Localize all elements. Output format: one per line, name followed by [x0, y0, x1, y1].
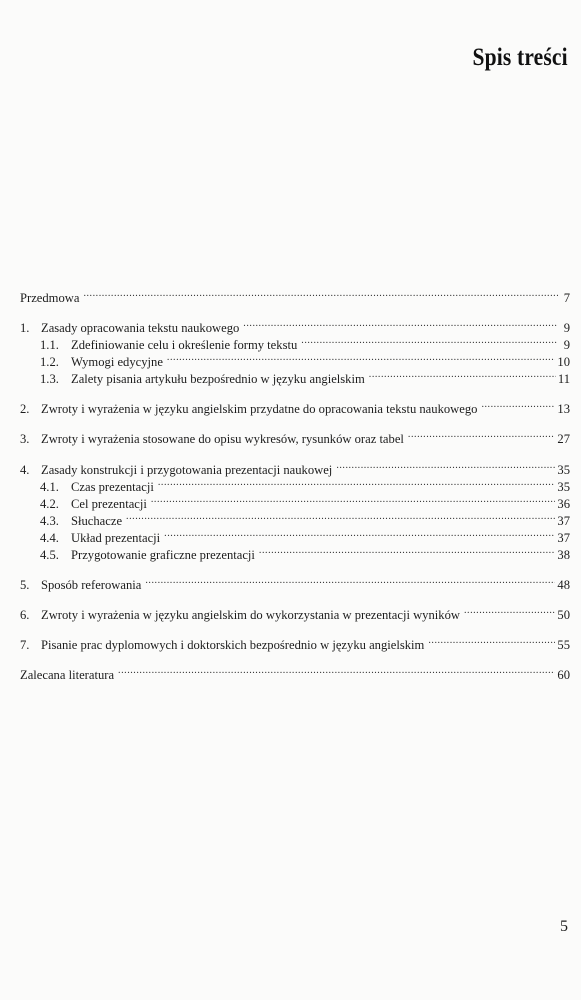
toc-entry-number: 1.1. [40, 338, 59, 352]
toc-entry-page: 38 [557, 548, 570, 562]
toc-entry-page: 27 [557, 432, 570, 446]
toc-entry-label: Przedmowa [20, 291, 80, 305]
toc-entry-number: 4.4. [40, 531, 59, 545]
toc-entry [40, 473, 570, 494]
toc-entry-label: Słuchacze [71, 514, 123, 528]
toc-entry-page: 35 [557, 463, 570, 477]
toc-entry [40, 524, 570, 545]
toc-entry [20, 395, 570, 416]
toc-entry-number: 3. [20, 432, 30, 446]
toc-entry-page: 36 [557, 497, 570, 511]
toc-entry-label: Sposób referowania [41, 578, 142, 592]
toc-entry-label: Cel prezentacji [71, 497, 147, 511]
toc-dot-leader [118, 661, 555, 679]
toc-entry-label: Układ prezentacji [71, 531, 161, 545]
toc-entry-number: 1.3. [40, 372, 59, 386]
toc-entry-page: 10 [557, 355, 570, 369]
toc-dot-leader [259, 541, 555, 559]
toc-entry [20, 661, 570, 682]
toc-entry [40, 507, 570, 528]
toc-entry [20, 456, 570, 477]
toc-dot-leader [167, 348, 555, 366]
toc-entry-number: 7. [20, 638, 30, 652]
toc-dot-leader [126, 507, 555, 525]
toc-entry-page: 37 [557, 531, 570, 545]
page-title: Spis treści [472, 44, 568, 71]
toc-entry-number: 6. [20, 608, 30, 622]
toc-entry [40, 348, 570, 369]
toc-dot-leader [301, 331, 558, 349]
toc-entry-page: 7 [563, 291, 570, 305]
toc-dot-leader [464, 601, 555, 619]
toc-entry-label: Zalety pisania artykułu bezpośrednio w języku angielskim [71, 372, 365, 386]
toc-dot-leader [369, 365, 556, 383]
toc-entry-page: 48 [557, 578, 570, 592]
toc-entry-number: 4.3. [40, 514, 59, 528]
toc-entry-label: Zasady opracowania tekstu naukowego [41, 321, 240, 335]
toc-entry-number: 2. [20, 402, 30, 416]
toc-entry-label: Czas prezentacji [71, 480, 154, 494]
toc-entry-label: Zwroty i wyrażenia w języku angielskim do wykorzystania w prezentacji wyników [41, 608, 460, 622]
toc-entry-number: 4.1. [40, 480, 59, 494]
toc-entry-number: 4.2. [40, 497, 59, 511]
toc-entry-number: 4.5. [40, 548, 59, 562]
toc-entry-label: Zasady konstrukcji i przygotowania prezentacji naukowej [41, 463, 333, 477]
toc-dot-leader [481, 395, 555, 413]
toc-entry [40, 541, 570, 562]
toc-entry [20, 571, 570, 592]
toc-dot-leader [428, 631, 555, 649]
toc-entry-number: 1.2. [40, 355, 59, 369]
toc-entry-page: 35 [557, 480, 570, 494]
toc-entry-page: 37 [557, 514, 570, 528]
toc-entry-page: 55 [557, 638, 570, 652]
toc-entry [20, 601, 570, 622]
toc-entry-page: 9 [563, 321, 570, 335]
toc-entry [20, 314, 570, 335]
toc-entry-page: 11 [557, 372, 570, 386]
toc-entry [20, 631, 570, 652]
toc-entry [20, 425, 570, 446]
toc-entry-label: Przygotowanie graficzne prezentacji [71, 548, 255, 562]
toc-entry [20, 284, 570, 305]
toc-entry-number: 5. [20, 578, 30, 592]
toc-dot-leader [158, 473, 556, 491]
toc-dot-leader [336, 456, 555, 474]
toc-entry-page: 60 [557, 668, 570, 682]
page-number-folio: 5 [560, 918, 568, 935]
toc-entry-label: Zwroty i wyrażenia stosowane do opisu wykresów, rysunków oraz tabel [41, 432, 404, 446]
toc-entry-number: 4. [20, 463, 30, 477]
toc-entry [40, 331, 570, 352]
toc-entry-page: 50 [557, 608, 570, 622]
toc-entry [40, 490, 570, 511]
toc-entry-label: Zalecana literatura [20, 668, 115, 682]
toc-entry-label: Pisanie prac dyplomowych i doktorskich bezpośrednio w języku angielskim [41, 638, 425, 652]
toc-dot-leader [151, 490, 556, 508]
toc-entry [40, 365, 570, 386]
toc-entry-label: Wymogi edycyjne [71, 355, 163, 369]
toc-dot-leader [408, 425, 555, 443]
toc-entry-label: Zwroty i wyrażenia w języku angielskim przydatne do opracowania tekstu naukowego [41, 402, 478, 416]
toc-dot-leader [145, 571, 555, 589]
toc-dot-leader [83, 284, 558, 302]
toc-dot-leader [164, 524, 555, 542]
toc-entry-page: 13 [557, 402, 570, 416]
toc-entry-number: 1. [20, 321, 30, 335]
toc-dot-leader [243, 314, 558, 332]
toc-entry-page: 9 [563, 338, 570, 352]
toc-entry-label: Zdefiniowanie celu i określenie formy tekstu [71, 338, 298, 352]
